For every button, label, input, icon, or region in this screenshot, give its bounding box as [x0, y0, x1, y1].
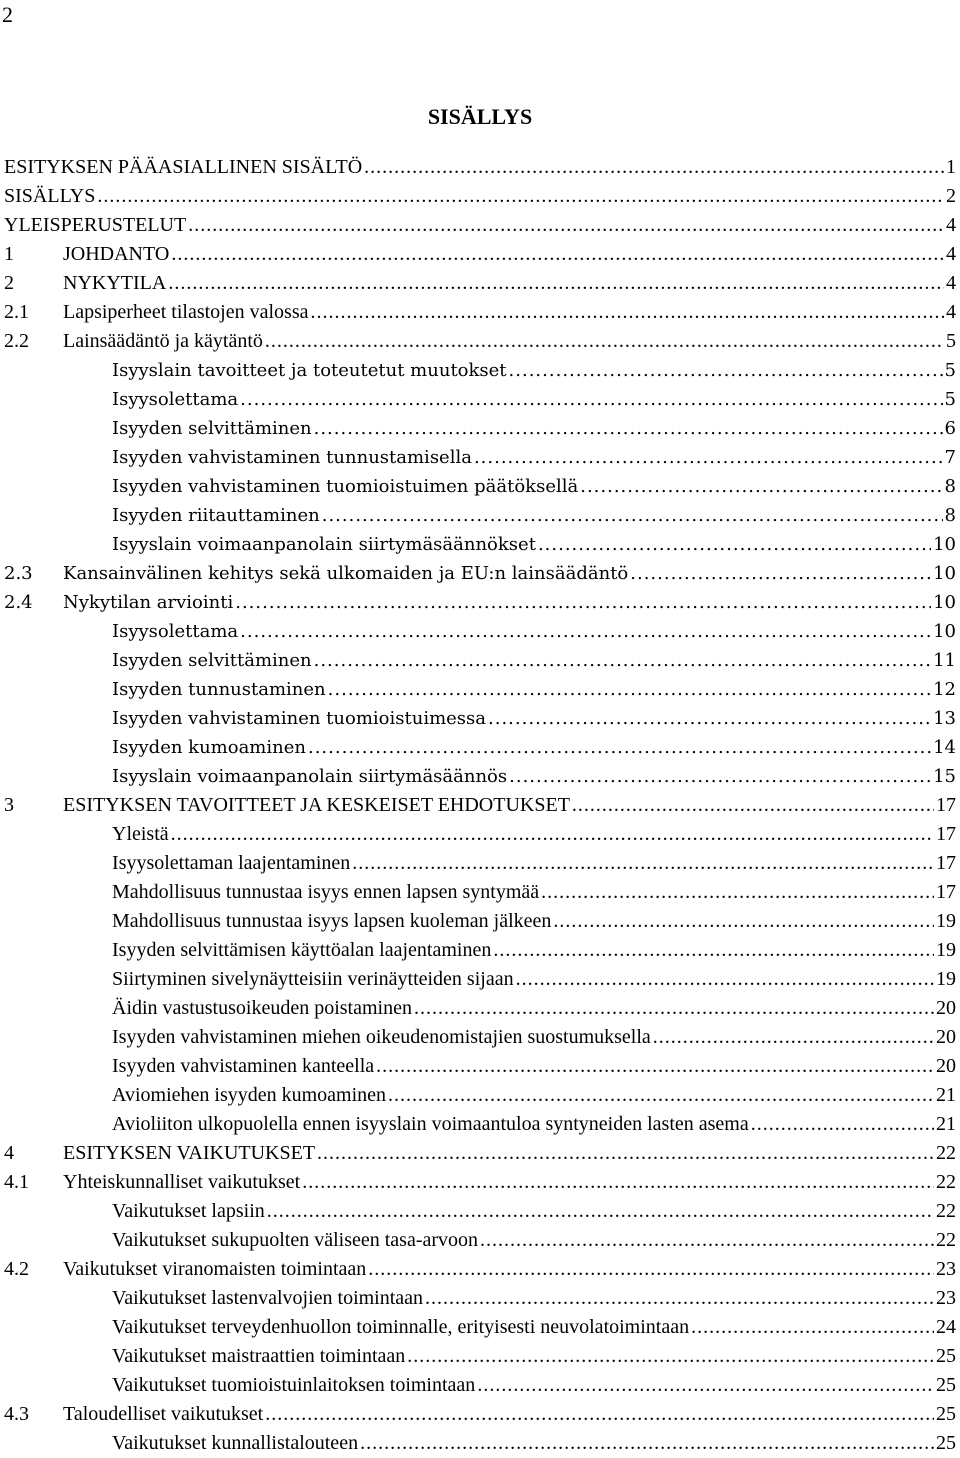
toc-dot-leader: [653, 1023, 934, 1052]
toc-entry-label: Isyyden kumoaminen: [112, 737, 306, 758]
toc-entry-page: 10: [933, 534, 956, 555]
toc-entry-number: 2: [4, 272, 14, 294]
toc-entry-label: Isyyden vahvistaminen kanteella: [112, 1055, 375, 1077]
toc-dot-leader: [267, 1197, 934, 1226]
toc-entry-page: 1: [946, 156, 956, 178]
toc-entry-page: 7: [944, 447, 956, 468]
toc-dot-leader: [265, 327, 944, 356]
toc-entry[interactable]: [4, 762, 956, 791]
toc-entry-label: Yhteiskunnalliset vaikutukset: [63, 1171, 301, 1193]
toc-entry[interactable]: [4, 646, 956, 675]
toc-entry-page: 4: [946, 243, 956, 265]
toc-dot-leader: [580, 472, 942, 501]
toc-entry[interactable]: [4, 1400, 956, 1429]
toc-dot-leader: [171, 240, 944, 269]
toc-dot-leader: [407, 1342, 934, 1371]
toc-entry-page: 20: [936, 1055, 956, 1077]
toc-entry-page: 22: [936, 1200, 956, 1222]
toc-entry-page: 14: [933, 737, 956, 758]
toc-entry[interactable]: [4, 1023, 956, 1052]
toc-dot-leader: [314, 646, 931, 675]
toc-entry-label: Vaikutukset maistraattien toimintaan: [112, 1345, 406, 1367]
toc-entry[interactable]: [4, 356, 956, 385]
toc-entry[interactable]: [4, 1429, 956, 1458]
toc-entry-page: 4: [946, 301, 956, 323]
toc-entry-page: 24: [936, 1316, 956, 1338]
toc-entry-label: JOHDANTO: [63, 243, 170, 265]
toc-entry-label: Isyyden vahvistaminen miehen oikeudenomistajien suostumuksella: [112, 1026, 651, 1048]
toc-entry-number: 4.3: [4, 1403, 29, 1425]
toc-dot-leader: [314, 414, 943, 443]
toc-entry-page: 8: [944, 505, 956, 526]
toc-entry-label: YLEISPERUSTELUT: [4, 214, 187, 236]
toc-dot-leader: [368, 1255, 934, 1284]
toc-entry-page: 17: [936, 881, 956, 903]
toc-entry[interactable]: [4, 1342, 956, 1371]
toc-dot-leader: [308, 733, 931, 762]
toc-dot-leader: [572, 791, 934, 820]
toc-entry[interactable]: [4, 385, 956, 414]
toc-entry-page: 25: [936, 1345, 956, 1367]
toc-entry[interactable]: [4, 1168, 956, 1197]
toc-dot-leader: [188, 211, 944, 240]
toc-entry-page: 13: [933, 708, 956, 729]
toc-entry-page: 17: [936, 794, 956, 816]
toc-dot-leader: [538, 530, 931, 559]
toc-entry[interactable]: [4, 1255, 956, 1284]
toc-dot-leader: [240, 617, 931, 646]
toc-entry-page: 19: [936, 910, 956, 932]
toc-entry-label: Vaikutukset lapsiin: [112, 1200, 265, 1222]
toc-dot-leader: [488, 704, 931, 733]
toc-entry[interactable]: [4, 559, 956, 588]
toc-entry-page: 4: [946, 214, 956, 236]
toc-entry[interactable]: [4, 820, 956, 849]
toc-entry-label: Isyysolettama: [112, 621, 239, 642]
toc-entry-label: Vaikutukset sukupuolten väliseen tasa-arvoon: [112, 1229, 479, 1251]
toc-entry[interactable]: [4, 530, 956, 559]
toc-dot-leader: [630, 559, 931, 588]
toc-entry-label: ESITYKSEN VAIKUTUKSET: [63, 1142, 316, 1164]
toc-entry-page: 2: [946, 185, 956, 207]
toc-entry-label: Isyyden selvittäminen: [112, 650, 312, 671]
toc-entry-page: 5: [944, 389, 956, 410]
toc-entry[interactable]: [4, 472, 956, 501]
toc-entry-label: Vaikutukset viranomaisten toimintaan: [63, 1258, 367, 1280]
toc-entry-label: Isyyden selvittämisen käyttöalan laajentaminen: [112, 939, 492, 961]
toc-entry-label: Isyyden tunnustaminen: [112, 679, 326, 700]
toc-dot-leader: [364, 153, 944, 182]
toc-dot-leader: [480, 1226, 934, 1255]
toc-entry[interactable]: [4, 1110, 956, 1139]
toc-entry-page: 22: [936, 1142, 956, 1164]
toc-entry[interactable]: [4, 1052, 956, 1081]
toc-entry-label: Lainsäädäntö ja käytäntö: [63, 330, 263, 352]
toc-entry[interactable]: [4, 878, 956, 907]
toc-dot-leader: [477, 1371, 934, 1400]
toc-entry[interactable]: [4, 501, 956, 530]
toc-entry-page: 25: [936, 1374, 956, 1396]
toc-dot-leader: [328, 675, 931, 704]
toc-entry-label: SISÄLLYS: [4, 185, 96, 207]
toc-entry-number: 2.2: [4, 330, 29, 352]
toc-entry-page: 6: [944, 418, 956, 439]
toc-dot-leader: [360, 1429, 934, 1458]
toc-entry[interactable]: [4, 704, 956, 733]
toc-entry-page: 20: [936, 1026, 956, 1048]
toc-entry-label: Kansainvälinen kehitys sekä ulkomaiden ja EU:n lainsäädäntö: [63, 563, 629, 584]
toc-entry[interactable]: [4, 733, 956, 762]
toc-entry-page: 23: [936, 1287, 956, 1309]
toc-dot-leader: [235, 588, 931, 617]
toc-entry[interactable]: [4, 1139, 956, 1168]
toc-entry-page: 17: [936, 823, 956, 845]
toc-entry-page: 5: [944, 360, 956, 381]
toc-entry-number: 2.4: [4, 592, 33, 613]
toc-entry[interactable]: [4, 1226, 956, 1255]
toc-entry[interactable]: [4, 907, 956, 936]
toc-dot-leader: [376, 1052, 934, 1081]
toc-entry-label: Avioliiton ulkopuolella ennen isyyslain voimaantuloa syntyneiden lasten asema: [112, 1113, 749, 1135]
toc-entry[interactable]: [4, 994, 956, 1023]
toc-entry-page: 20: [936, 997, 956, 1019]
toc-entry[interactable]: [4, 588, 956, 617]
toc-entry[interactable]: [4, 1371, 956, 1400]
toc-entry-page: 22: [936, 1171, 956, 1193]
toc-entry-page: 19: [936, 939, 956, 961]
toc-entry[interactable]: [4, 298, 956, 327]
toc-entry[interactable]: [4, 791, 956, 820]
toc-entry-page: 8: [944, 476, 956, 497]
toc-dot-leader: [265, 1400, 934, 1429]
toc-entry[interactable]: [4, 965, 956, 994]
toc-dot-leader: [509, 762, 931, 791]
toc-entry[interactable]: [4, 443, 956, 472]
toc-dot-leader: [317, 1139, 934, 1168]
toc-entry-page: 22: [936, 1229, 956, 1251]
toc-dot-leader: [310, 298, 944, 327]
toc-entry-page: 25: [936, 1432, 956, 1454]
toc-entry-label: Isyyslain voimaanpanolain siirtymäsäännökset: [112, 534, 536, 555]
toc-entry-page: 5: [946, 330, 956, 352]
toc-entry-label: Vaikutukset terveydenhuollon toiminnalle, erityisesti neuvolatoimintaan: [112, 1316, 690, 1338]
toc-dot-leader: [171, 820, 934, 849]
toc-entry[interactable]: [4, 327, 956, 356]
toc-entry[interactable]: [4, 269, 956, 298]
toc-entry-number: 1: [4, 243, 14, 265]
toc-entry-label: ESITYKSEN TAVOITTEET JA KESKEISET EHDOTUKSET: [63, 794, 570, 816]
toc-entry-label: Vaikutukset lastenvalvojien toimintaan: [112, 1287, 424, 1309]
toc-entry-label: Taloudelliset vaikutukset: [63, 1403, 264, 1425]
toc-entry-page: 21: [936, 1113, 956, 1135]
toc-entry-page: 15: [933, 766, 956, 787]
toc-entry-page: 12: [933, 679, 956, 700]
toc-entry-number: 2.1: [4, 301, 29, 323]
toc-dot-leader: [302, 1168, 934, 1197]
toc-dot-leader: [388, 1081, 934, 1110]
toc-entry-label: Isyyslain tavoitteet ja toteutetut muutokset: [112, 360, 507, 381]
toc-entry[interactable]: [4, 1313, 956, 1342]
toc-dot-leader: [553, 907, 934, 936]
toc-entry[interactable]: [4, 936, 956, 965]
toc-dot-leader: [691, 1313, 934, 1342]
toc-entry[interactable]: [4, 182, 956, 211]
toc-dot-leader: [168, 269, 944, 298]
toc-entry[interactable]: [4, 617, 956, 646]
table-of-contents: [4, 153, 956, 1458]
toc-title: [0, 104, 960, 130]
toc-entry-label: Isyyslain voimaanpanolain siirtymäsäännös: [112, 766, 508, 787]
toc-entry[interactable]: [4, 414, 956, 443]
toc-entry-label: Isyyden vahvistaminen tunnustamisella: [112, 447, 472, 468]
toc-entry-label: Isyysolettama: [112, 389, 239, 410]
toc-entry-label: Isyyden selvittäminen: [112, 418, 312, 439]
toc-entry-page: 23: [936, 1258, 956, 1280]
toc-dot-leader: [751, 1110, 934, 1139]
toc-entry-label: Äidin vastustusoikeuden poistaminen: [112, 997, 412, 1019]
toc-dot-leader: [414, 994, 934, 1023]
toc-entry-label: Nykytilan arviointi: [63, 592, 234, 613]
toc-entry-page: 19: [936, 968, 956, 990]
toc-entry[interactable]: [4, 1081, 956, 1110]
toc-entry-label: Isyysolettaman laajentaminen: [112, 852, 351, 874]
toc-title-text: SISÄLLYS: [427, 104, 533, 129]
toc-dot-leader: [509, 356, 943, 385]
toc-dot-leader: [541, 878, 934, 907]
toc-entry-label: ESITYKSEN PÄÄASIALLINEN SISÄLTÖ: [4, 156, 363, 178]
toc-entry[interactable]: [4, 1197, 956, 1226]
toc-dot-leader: [97, 182, 944, 211]
toc-dot-leader: [352, 849, 934, 878]
toc-entry-page: 17: [936, 852, 956, 874]
toc-entry-label: Isyyden riitauttaminen: [112, 505, 320, 526]
toc-entry-number: 4.1: [4, 1171, 29, 1193]
toc-entry-label: Vaikutukset tuomioistuinlaitoksen toimintaan: [112, 1374, 476, 1396]
toc-entry[interactable]: [4, 675, 956, 704]
toc-entry-label: Siirtyminen sivelynäytteisiin verinäytteiden sijaan: [112, 968, 514, 990]
toc-entry-label: Yleistä: [112, 823, 169, 845]
toc-entry[interactable]: [4, 849, 956, 878]
toc-entry[interactable]: [4, 240, 956, 269]
toc-entry[interactable]: [4, 153, 956, 182]
toc-entry-label: Mahdollisuus tunnustaa isyys ennen lapsen syntymää: [112, 881, 540, 903]
page-number: 2: [2, 2, 13, 27]
toc-entry-label: Lapsiperheet tilastojen valossa: [63, 301, 309, 323]
toc-dot-leader: [425, 1284, 934, 1313]
toc-entry-number: 4.2: [4, 1258, 29, 1280]
toc-entry[interactable]: [4, 1284, 956, 1313]
toc-dot-leader: [474, 443, 943, 472]
toc-entry-page: 25: [936, 1403, 956, 1425]
toc-entry-page: 4: [946, 272, 956, 294]
toc-entry-page: 10: [933, 621, 956, 642]
toc-dot-leader: [493, 936, 934, 965]
toc-dot-leader: [516, 965, 934, 994]
toc-entry-label: Mahdollisuus tunnustaa isyys lapsen kuoleman jälkeen: [112, 910, 552, 932]
toc-entry-page: 10: [933, 563, 956, 584]
toc-entry-page: 11: [933, 650, 956, 671]
toc-dot-leader: [240, 385, 942, 414]
toc-entry-page: 21: [936, 1084, 956, 1106]
toc-entry-number: 2.3: [4, 563, 33, 584]
toc-entry-label: NYKYTILA: [63, 272, 167, 294]
toc-entry-number: 3: [4, 794, 14, 816]
toc-entry-label: Aviomiehen isyyden kumoaminen: [112, 1084, 387, 1106]
toc-entry-label: Isyyden vahvistaminen tuomioistuimessa: [112, 708, 487, 729]
toc-entry-page: 10: [933, 592, 956, 613]
toc-dot-leader: [322, 501, 943, 530]
toc-entry-label: Isyyden vahvistaminen tuomioistuimen päätöksellä: [112, 476, 579, 497]
toc-entry-label: Vaikutukset kunnallistalouteen: [112, 1432, 359, 1454]
toc-entry-number: 4: [4, 1142, 14, 1164]
toc-entry[interactable]: [4, 211, 956, 240]
